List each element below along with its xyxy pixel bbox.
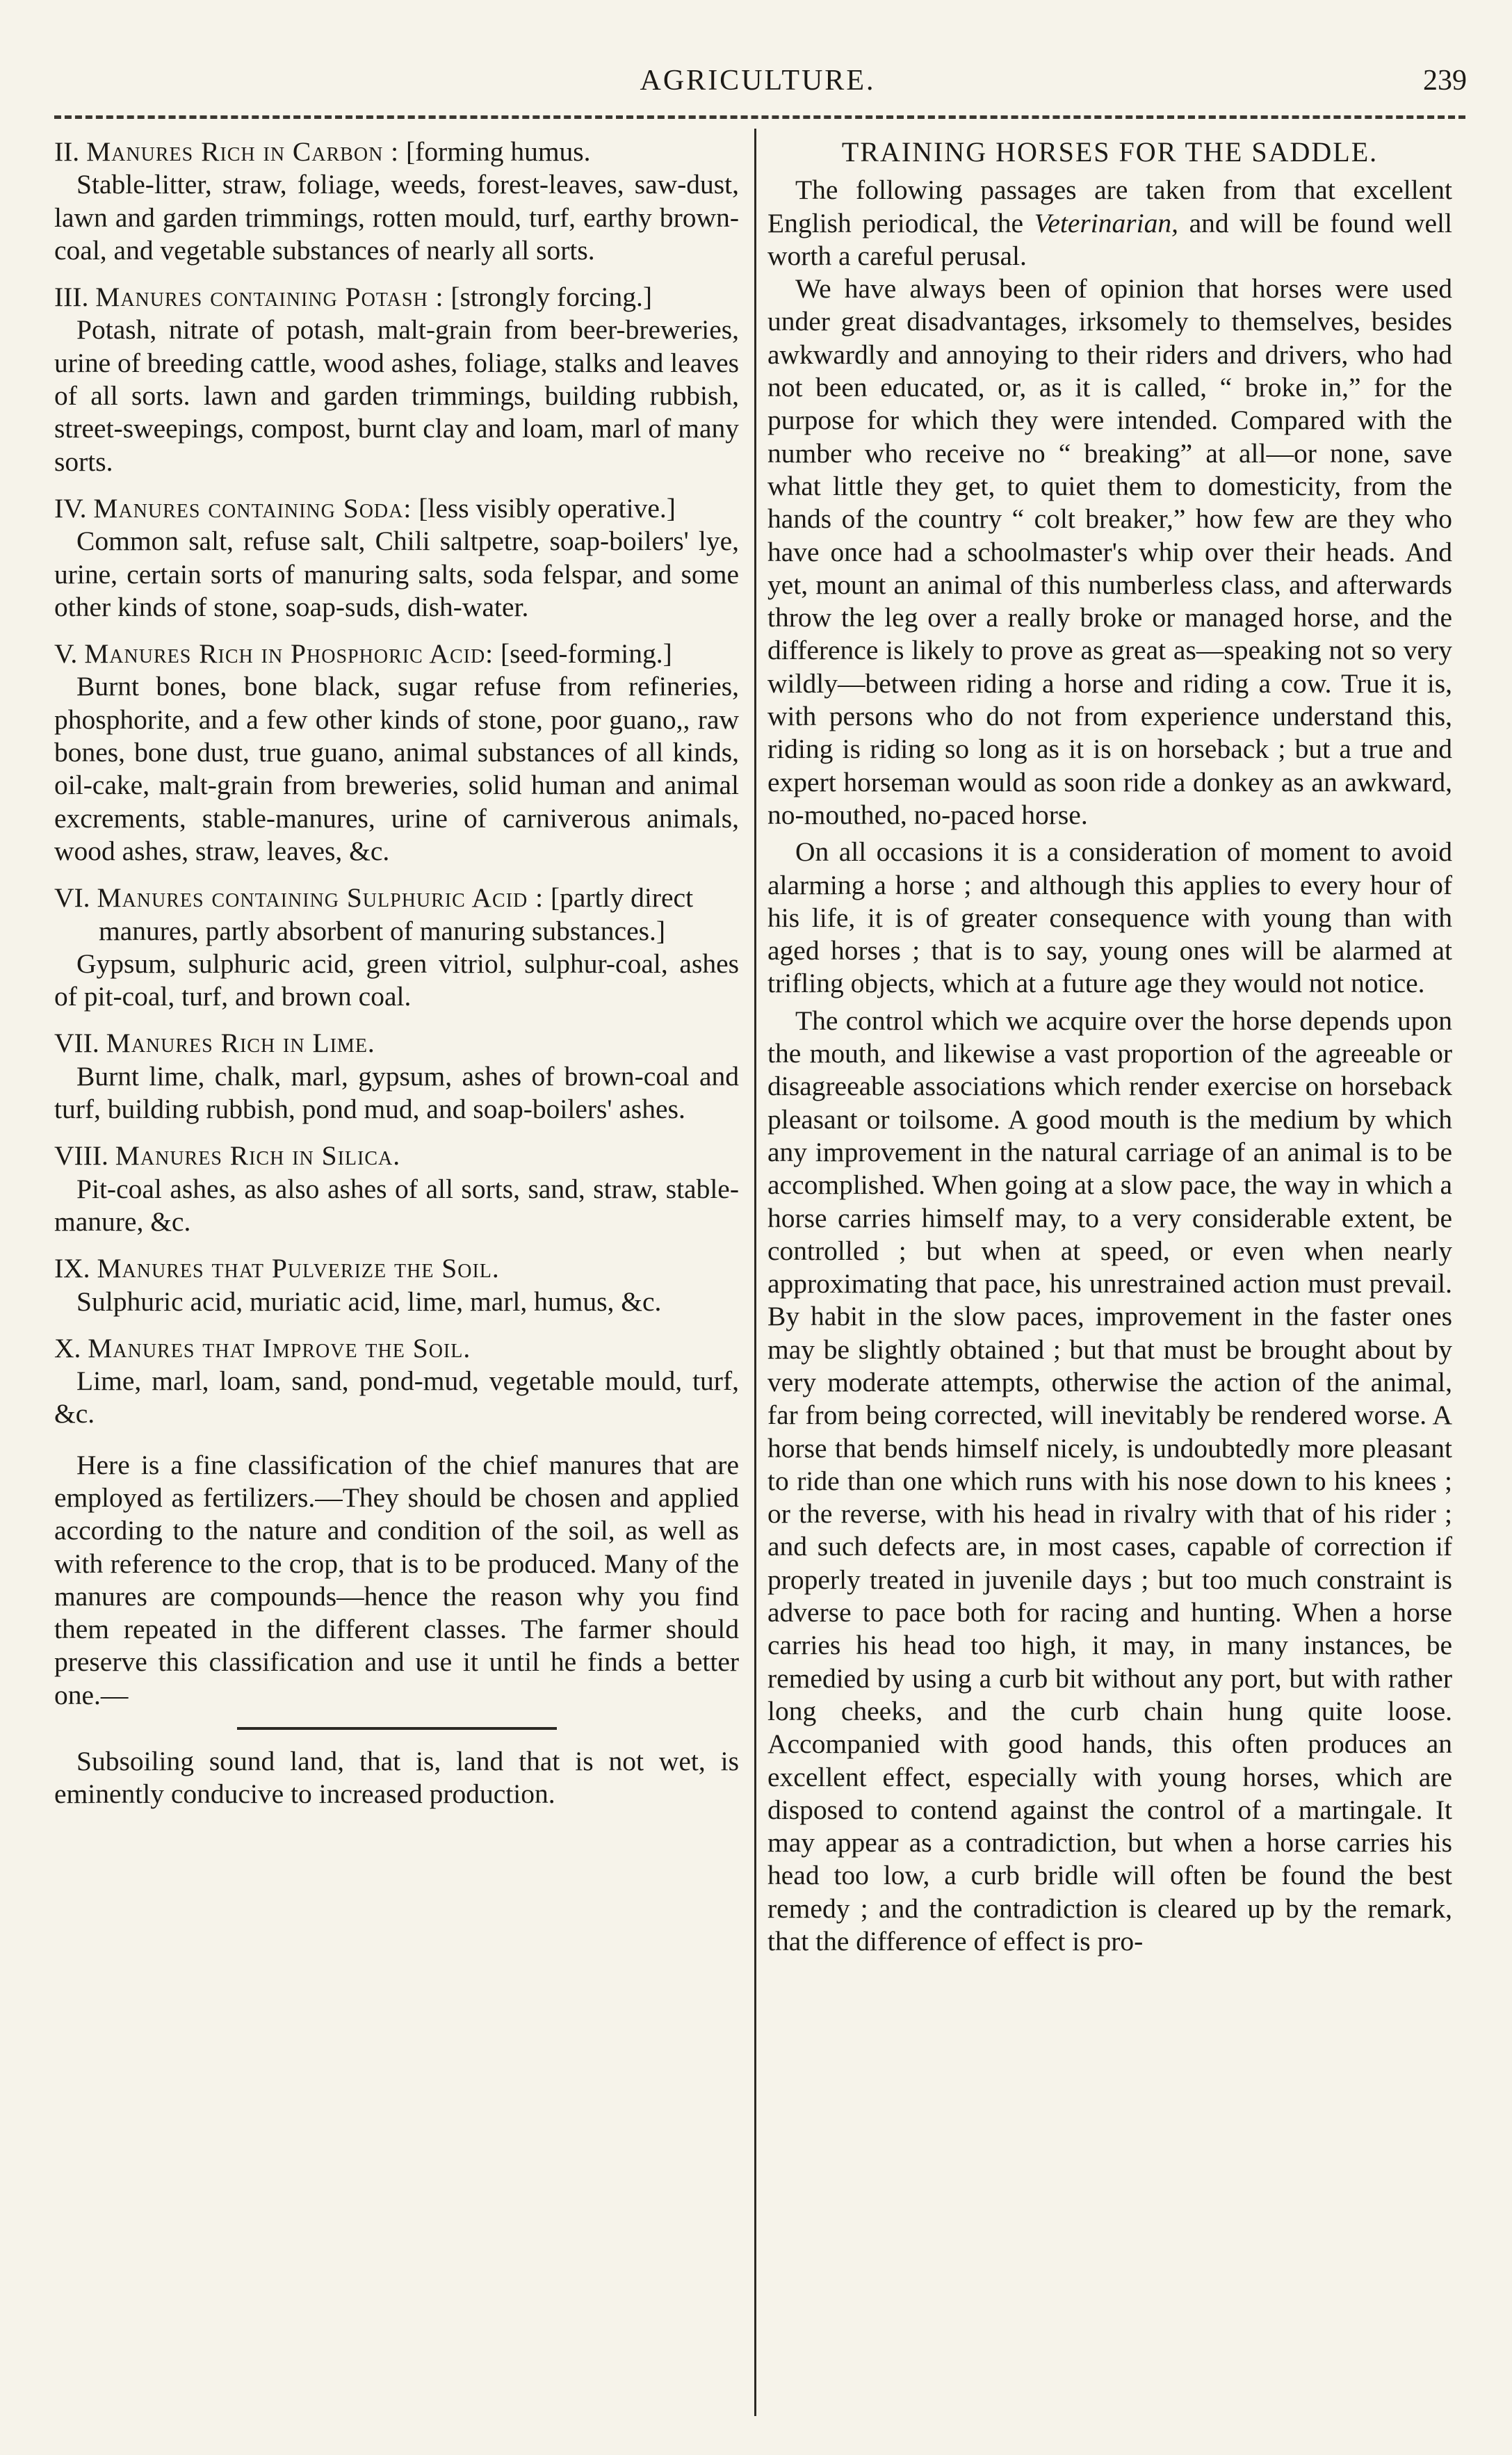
closing-paragraph: Here is a fine classification of the chief manures that are employed as fertilizers.—They should be chosen and applied according to the nature and condition of the soil, as well as with reference to the crop, that is to be produced. Many of the manures are compounds—hence the reason why you find them repeated in the different classes. The farmer should preserve this classification and use it until he finds a better one.— — [54, 1449, 739, 1710]
article-title: TRAINING HORSES FOR THE SADDLE. — [841, 136, 1379, 168]
section-note: [seed-forming.] — [501, 638, 672, 670]
section-title: Manures Rich in Silica. — [115, 1140, 401, 1172]
section-note: [partly direct manures, partly absorbent of manuring substances.] — [99, 882, 694, 946]
section-body-x: Lime, marl, loam, sand, pond-mud, vegetable mould, turf, &c. — [54, 1366, 739, 1429]
section-body-iv: Common salt, refuse salt, Chili saltpetre, soap-boilers' lye, urine, certain sorts of manuring salts, soda felspar, and some other kinds of stone, soap-suds, dish-water. — [54, 526, 739, 622]
separator-rule — [237, 1727, 557, 1730]
subsoiling-paragraph: Subsoiling sound land, that is, land that is not wet, is eminently conducive to increased production. — [54, 1746, 739, 1810]
section-number: VII. — [54, 1028, 99, 1059]
section-title: Manures that Improve the Soil. — [88, 1332, 471, 1363]
section-heading-ii — [54, 136, 739, 168]
section-body-viii: Pit-coal ashes, as also ashes of all sorts, sand, straw, stable-manure, &c. — [54, 1173, 739, 1237]
section-heading-v — [54, 638, 739, 670]
body-paragraph: On all occasions it is a consideration of moment to avoid alarming a horse ; and although this applies to every hour of his life, it is of greater consequence with young than with aged horses ; that is to say, young ones will be alarmed at trifling objects, which at a future age they would not notice. — [767, 836, 1452, 999]
right-column — [767, 136, 1452, 1958]
lead-text-end: and will be found well worth a careful perusal. — [767, 207, 1452, 271]
section-number: VIII. — [54, 1140, 108, 1172]
section-note: [less visibly operative.] — [418, 492, 676, 524]
section-body-vii: Burnt lime, chalk, marl, gypsum, ashes of brown-coal and turf, building rubbish, pond mud, and soap-boilers' ashes. — [54, 1060, 739, 1125]
section-number: III. — [54, 282, 89, 313]
left-column — [54, 136, 739, 1811]
section-title: Manures Rich in Lime. — [106, 1028, 375, 1059]
column-divider — [754, 129, 756, 2416]
section-heading-x — [54, 1332, 739, 1365]
running-title: AGRICULTURE. — [640, 65, 876, 97]
lead-text: The following passages are taken from that excellent English periodical, the — [767, 175, 1452, 238]
header-rule — [54, 115, 1465, 119]
section-title: Manures containing Soda: — [93, 492, 412, 524]
section-title: Manures containing Sulphuric Acid : — [97, 882, 544, 914]
section-title: Manures containing Potash : — [95, 282, 444, 313]
section-number: II. — [54, 136, 80, 167]
section-heading-ix — [54, 1252, 739, 1285]
section-body-v: Burnt bones, bone black, sugar refuse from refineries, phosphorite, and a few other kinds of stone, poor guano,, raw bones, bone dust, true guano, animal substances of all kinds, oil-cake, malt-grain from breweries, solid human and animal excrements, stable-manures, urine of carniverous animals, wood ashes, straw, leaves, &c. — [54, 671, 739, 866]
section-title: Manures Rich in Carbon : — [86, 136, 400, 167]
section-number: VI. — [54, 882, 90, 914]
section-title: Manures Rich in Phosphoric Acid: — [84, 638, 494, 670]
section-number: V. — [54, 638, 78, 670]
section-heading-vi — [54, 882, 739, 948]
section-heading-iv — [54, 492, 739, 525]
section-heading-viii — [54, 1140, 739, 1172]
page-header — [49, 64, 1467, 106]
section-body-iii: Potash, nitrate of potash, malt-grain from beer-breweries, urine of breeding cattle, wood ashes, foliage, stalks and leaves of all sorts. lawn and garden trimmings, building rubbish, street-sweepings, compost, burnt clay and loam, marl of many sorts. — [54, 314, 739, 477]
body-paragraph: We have always been of opinion that horses were used under great disadvantages, irksomely to themselves, besides awkwardly and annoying to their riders and drivers, who had not been educated, or, as it is called, “ broke in,” for the purpose for which they were intended. Compared with the number who receive no “ breaking” at all—or none, save what little they get, to quiet them to domesticity, from the hands of the country “ colt breaker,” how few are they who have once had a schoolmaster's whip over their heads. And yet, mount an animal of this numberless class, and afterwards throw the leg over a really broke or managed horse, and the difference is likely to prove as great as—speaking not so very wildly—between riding a horse and riding a cow. True it is, with persons who do not from experience understand this, riding is riding so long as it is on horseback ; but a true and expert horseman would as soon ride a donkey as an awkward, no-mouthed, no-paced horse. — [767, 273, 1452, 830]
page-number: 239 — [1423, 65, 1467, 97]
section-heading-iii — [54, 281, 739, 314]
section-body-ii: Stable-litter, straw, foliage, weeds, forest-leaves, saw-dust, lawn and garden trimmings, rotten mould, turf, earthy brown-coal, and vegetable substances of nearly all sorts. — [54, 169, 739, 266]
section-body-vi: Gypsum, sulphuric acid, green vitriol, sulphur-coal, ashes of pit-coal, turf, and brown coal. — [54, 948, 739, 1012]
section-number: IV. — [54, 492, 87, 524]
section-number: X. — [54, 1332, 81, 1363]
section-note: [strongly forcing.] — [450, 282, 653, 313]
section-heading-vii — [54, 1027, 739, 1060]
lead-paragraph — [767, 174, 1452, 273]
section-body-ix: Sulphuric acid, muriatic acid, lime, marl, humus, &c. — [76, 1286, 662, 1317]
section-number: IX. — [54, 1253, 90, 1284]
periodical-name: Veterinarian, — [1034, 207, 1178, 238]
body-paragraph: The control which we acquire over the horse depends upon the mouth, and likewise a vast proportion of the agreeable or disagreeable associations which render exercise on horseback pleasant or toilsome. A good mouth is the medium by which any improvement in the natural carriage of an animal is to be accomplished. When going at a slow pace, the way in which a horse carries himself may, to a very considerable extent, be controlled ; but when at speed, or even when nearly approximating that pace, his unrestrained action must prevail. By habit in the slow paces, improvement in the faster ones may be slightly obtained ; but that must be brought about by very moderate attempts, otherwise the action of the animal, far from being corrected, will inevitably be rendered worse. A horse that bends himself nicely, is undoubtedly more pleasant to ride than one which runs with his nose down to his knees ; or the reverse, with his head in rivalry with that of his rider ; and such defects are, in most cases, capable of correction if properly treated in juvenile days ; but too much constraint is adverse to pace both for racing and hunting. When a horse carries his head too high, it may, in many instances, be remedied by using a curb bit without any port, but with rather long cheeks, and the curb chain hung quite loose. Accompanied with good hands, this often produces an excellent effect, especially with young horses, which are disposed to contend against the control of a martingale. It may appear as a contradiction, but when a horse carries his head too low, a curb bridle will often be found the best remedy ; and the contradiction is cleared up by the remark, that the difference of effect is pro- — [767, 1005, 1452, 1957]
section-note: [forming humus. — [406, 136, 591, 167]
section-title: Manures that Pulverize the Soil. — [97, 1253, 500, 1284]
